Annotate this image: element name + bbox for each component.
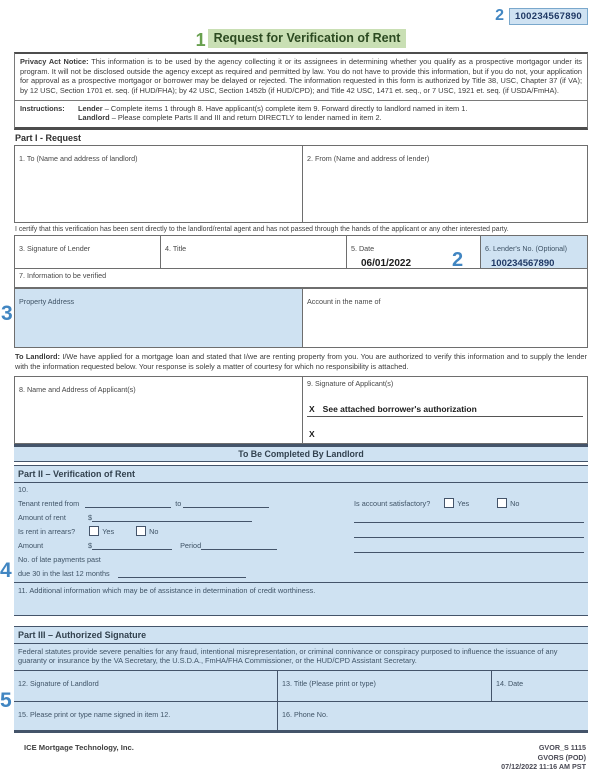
tenant-rented-row — [18, 494, 348, 508]
to-landlord-statement — [14, 348, 588, 375]
loan-number-annotation — [14, 6, 588, 26]
instruction-lender — [78, 104, 467, 114]
part2-heading: Part II – Verification of Rent — [14, 465, 588, 483]
field6-label: 6. Lender's No. (Optional) — [485, 244, 568, 254]
field-phone-no[interactable] — [278, 702, 588, 730]
form-code-2: GVORS (POD) — [537, 752, 586, 762]
field-landlord-signature[interactable] — [14, 671, 278, 701]
landlord-label: Landlord — [78, 113, 110, 123]
print-timestamp: 07/12/2022 11:16 AM PST — [501, 762, 586, 772]
lender-text: – Complete items 1 through 8. Have applicant(s) complete item 9. Forward directly to landlord named in item 1. — [104, 103, 468, 113]
dollar-sign-1: $ — [88, 512, 93, 522]
field-signature-of-lender[interactable] — [15, 236, 161, 268]
field-to-landlord[interactable] — [15, 146, 303, 222]
part1-row-signature — [14, 235, 588, 271]
field-from-lender[interactable] — [303, 146, 587, 222]
certify-statement: I certify that this verification has been sent directly to the landlord/rental agent and has not passed through the hands of the applicant or any other interested party. — [15, 226, 509, 234]
account-satisfactory-label: Is account satisfactory? — [354, 498, 431, 508]
annotation-marker-4: 4 — [0, 559, 12, 582]
instructions-block — [15, 101, 587, 128]
field9-label: 9. Signature of Applicant(s) — [307, 378, 394, 388]
field-printed-name[interactable] — [14, 702, 278, 730]
lenders-no-value: 100234567890 — [491, 258, 555, 270]
satisfactory-no-checkbox[interactable] — [497, 498, 507, 508]
late-payments-label-1: No. of late payments past — [18, 554, 101, 564]
period-label: Period — [180, 540, 202, 550]
remarks-blank-3[interactable] — [354, 538, 584, 553]
privacy-act-notice — [15, 54, 587, 101]
section-gap — [14, 616, 588, 624]
late-payments-row-1 — [18, 550, 348, 564]
amount-label: Amount — [18, 540, 44, 550]
date-value: 06/01/2022 — [361, 258, 412, 270]
field5-label: 5. Date — [351, 244, 375, 254]
field-landlord-title[interactable] — [278, 671, 492, 701]
field14-label: 14. Date — [496, 678, 524, 688]
lender-label: Lender — [78, 103, 103, 113]
late-payments-label-2: due 30 in the last 12 months — [18, 568, 110, 578]
form-codes — [501, 743, 586, 772]
form-code-1: GVOR_S 1115 — [538, 742, 586, 752]
field-applicant-signature — [303, 377, 587, 443]
rented-from-blank[interactable] — [85, 498, 171, 508]
field2-label: 2. From (Name and address of lender) — [307, 154, 430, 164]
amount-blank[interactable] — [92, 540, 172, 550]
part1-heading: Part I - Request — [15, 133, 82, 144]
satisfactory-yes-checkbox[interactable] — [444, 498, 454, 508]
landlord-text: – Please complete Parts II and III and return DIRECTLY to lender named in item 2. — [111, 113, 382, 123]
account-name-label: Account in the name of — [307, 297, 381, 307]
x-mark-1: X — [309, 403, 315, 414]
arrears-yes-label: Yes — [102, 526, 115, 536]
annotation-marker-1: 1 — [195, 30, 206, 50]
field3-label: 3. Signature of Lender — [19, 244, 91, 254]
to-label: to — [175, 498, 182, 508]
part1-row-to-from — [14, 145, 588, 223]
part2-item10 — [14, 483, 588, 582]
period-blank[interactable] — [201, 540, 277, 550]
annotation-marker-5: 5 — [0, 689, 12, 712]
loan-number-badge: 100234567890 — [509, 8, 588, 25]
x-mark-2: X — [309, 428, 315, 439]
field7-label: 7. Information to be verified — [19, 271, 107, 281]
rented-to-blank[interactable] — [183, 498, 269, 508]
privacy-label: Privacy Act Notice: — [20, 57, 89, 66]
remarks-blank-1[interactable] — [354, 508, 584, 523]
amount-of-rent-row — [18, 508, 348, 522]
property-address-label: Property Address — [19, 297, 75, 307]
dollar-sign-2: $ — [88, 540, 93, 550]
field15-label: 15. Please print or type name signed in item 12. — [18, 709, 171, 719]
field-account-name[interactable] — [303, 289, 587, 347]
account-satisfactory-row — [354, 494, 584, 508]
amount-period-row — [18, 536, 348, 550]
annotation-marker-3: 3 — [1, 302, 13, 325]
part3-row-signature — [14, 671, 588, 702]
borrower-authorization-note: See attached borrower's authorization — [322, 403, 477, 414]
field8-label: 8. Name and Address of Applicant(s) — [19, 384, 136, 394]
to-be-completed-band: To Be Completed By Landlord — [14, 444, 588, 462]
rent-arrears-row — [18, 522, 348, 536]
field-property-address[interactable] — [15, 289, 303, 347]
part1-row-applicants — [14, 376, 588, 444]
field-title[interactable] — [161, 236, 347, 268]
company-name: ICE Mortgage Technology, Inc. — [24, 742, 134, 752]
to-landlord-body: I/We have applied for a mortgage loan and stated that I/we are renting property from you. You are authorized to verify this information and to supply the lender with the information requested below. Your response is solely a matter of courtesy for which no responsibility is attached. — [15, 352, 588, 372]
item11-label: 11. Additional information which may be of assistance in determination of credit worthiness. — [18, 585, 316, 595]
field-landlord-date[interactable] — [492, 671, 588, 701]
arrears-no-checkbox[interactable] — [136, 526, 146, 536]
late-payments-blank[interactable] — [118, 568, 246, 578]
field-applicant-name-address[interactable] — [15, 377, 303, 443]
federal-statutes-statement: Federal statutes provide severe penalties for any fraud, intentional misrepresentation, or criminal connivance or conspiracy purposed to influence the issuance of any guaranty or insurance by the VA Secretary, the U.S.D.A., FmHA/FHA Commissioner, or the HUD/CPD Assistant Secretary. — [14, 644, 588, 671]
field12-label: 12. Signature of Landlord — [18, 678, 99, 688]
field16-label: 16. Phone No. — [282, 709, 328, 719]
notice-box — [14, 52, 588, 130]
signature-line-1[interactable] — [307, 388, 583, 417]
arrears-yes-checkbox[interactable] — [89, 526, 99, 536]
page-title: Request for Verification of Rent — [208, 29, 407, 48]
part3-row-name-phone — [14, 702, 588, 733]
privacy-body: This information is to be used by the agency collecting it or its assignees in determining whether you qualify as a prospective mortgagor under its program. It will not be disclosed outside the agency except as required and permitted by law. You do not have to provide this information, but if you do not, your application for approval as a prospective mortgagor or borrower may be delayed or rejected. The information requested in this form is authorized by Title 38, USC, Chapter 37 (if VA); by 12 USC, Section 1701 et. seq. (if HUD/FHA); by 42 USC, Section 1452b (if HUD/CPD); and Title 42 USC, 1471 et. seq., or 7 USC, 1921 et. seq. (if USDA/FmHA). — [20, 57, 583, 95]
satisfactory-no-label: No — [510, 498, 520, 508]
rent-arrears-label: Is rent in arrears? — [18, 526, 76, 536]
part1-row-property — [14, 288, 588, 348]
part1-row-info — [14, 268, 588, 288]
part3-heading: Part III – Authorized Signature — [14, 626, 588, 644]
field1-label: 1. To (Name and address of landlord) — [19, 154, 138, 164]
form-title-row — [14, 26, 588, 50]
annotation-marker-2-top: 2 — [495, 7, 504, 24]
field-lenders-no[interactable] — [481, 236, 587, 268]
amount-of-rent-blank[interactable] — [92, 512, 252, 522]
item10-label: 10. — [18, 484, 29, 494]
annotation-marker-2-date: 2 — [452, 249, 464, 271]
to-landlord-label: To Landlord: — [15, 352, 60, 362]
arrears-no-label: No — [149, 526, 159, 536]
remarks-blank-2[interactable] — [354, 523, 584, 538]
page-footer — [14, 743, 588, 772]
signature-line-2[interactable] — [307, 417, 583, 441]
tenant-rented-from-label: Tenant rented from — [18, 498, 80, 508]
satisfactory-yes-label: Yes — [457, 498, 470, 508]
amount-of-rent-label: Amount of rent — [18, 512, 66, 522]
instruction-landlord — [78, 113, 467, 123]
part2-item11[interactable] — [14, 582, 588, 616]
instructions-label: Instructions: — [20, 103, 65, 113]
field4-label: 4. Title — [165, 244, 187, 254]
field13-label: 13. Title (Please print or type) — [282, 678, 376, 688]
late-payments-row-2 — [18, 564, 348, 578]
